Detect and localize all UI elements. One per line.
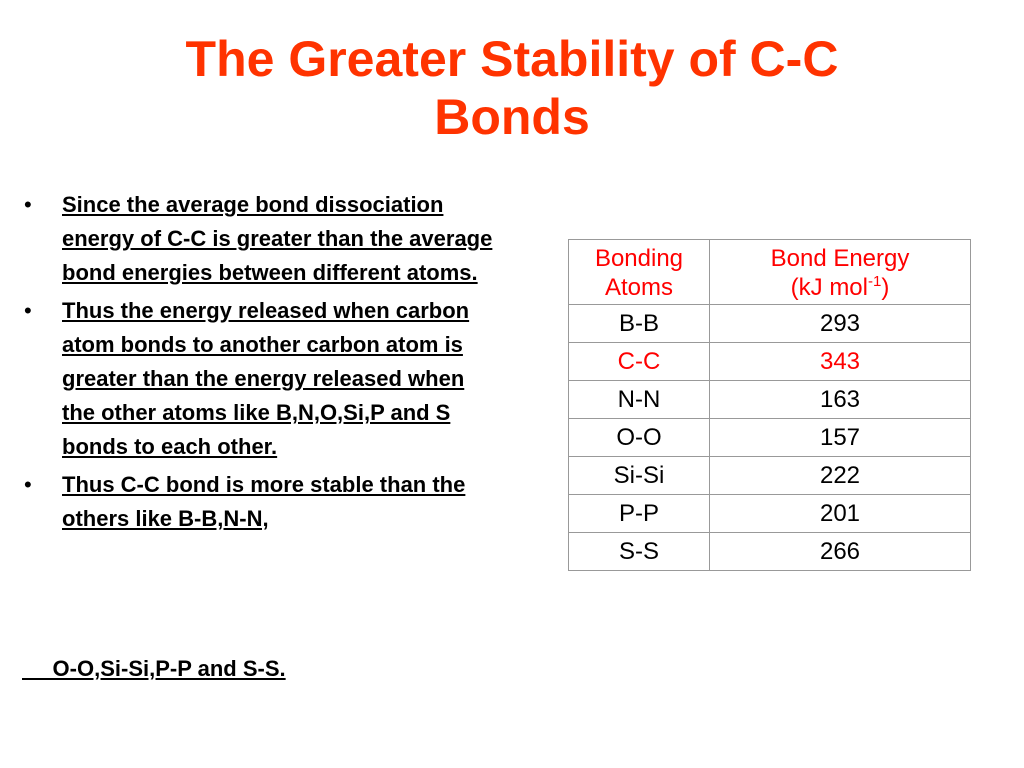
- cell-bonding-atoms: N-N: [569, 381, 710, 419]
- table-row: [569, 419, 971, 457]
- bullet-dot-icon: •: [24, 192, 32, 217]
- cell-bond-energy: 201: [710, 495, 971, 533]
- cell-bonding-atoms: P-P: [569, 495, 710, 533]
- cell-bonding-atoms: S-S: [569, 533, 710, 571]
- column-header-bonding-atoms: [569, 240, 710, 305]
- cell-bond-energy: 343: [710, 343, 971, 381]
- cell-bonding-atoms: Si-Si: [569, 457, 710, 495]
- header-unit-suffix: ): [881, 274, 890, 301]
- cell-bonding-atoms: C-C: [569, 343, 710, 381]
- table-row: [569, 533, 971, 571]
- bullet-dot-icon: •: [24, 298, 32, 323]
- cell-bonding-atoms: O-O: [569, 419, 710, 457]
- cell-bond-energy: 293: [710, 305, 971, 343]
- table-row: [569, 305, 971, 343]
- bullet-text: Thus the energy released when carbon atom bonds to another carbon atom is greater than the energy released when the other atoms like B,N,O,Si,P and S bonds to each other.: [62, 298, 470, 459]
- table-header-row: [569, 240, 971, 305]
- header-unit-prefix: (kJ mol: [790, 274, 868, 301]
- slide-title: [0, 30, 1024, 146]
- header-text: Bonding: [594, 245, 684, 272]
- bullet-dot-icon: •: [24, 472, 32, 497]
- table-row-highlighted: [569, 343, 971, 381]
- cell-bond-energy: 157: [710, 419, 971, 457]
- header-unit: [712, 273, 968, 302]
- header-text: Bond Energy: [770, 245, 910, 272]
- bullet-text: Since the average bond dissociation energy of C-C is greater than the average bond energies between different atoms.: [62, 192, 493, 285]
- bullet-list: [22, 188, 502, 536]
- cell-bond-energy: 266: [710, 533, 971, 571]
- bullet-item: [22, 468, 502, 536]
- column-header-bond-energy: [710, 240, 971, 305]
- cell-bonding-atoms: B-B: [569, 305, 710, 343]
- table-row: [569, 495, 971, 533]
- cell-bond-energy: 163: [710, 381, 971, 419]
- bullet-item: [22, 188, 502, 290]
- bond-energy-table: [568, 239, 971, 571]
- header-text: Atoms: [604, 274, 673, 301]
- bullet-item: [22, 294, 502, 464]
- table-row: [569, 457, 971, 495]
- slide-title-line-2: Bonds: [434, 89, 590, 145]
- table-row: [569, 381, 971, 419]
- slide-title-line-1: The Greater Stability of C-C: [185, 31, 839, 87]
- cell-bond-energy: 222: [710, 457, 971, 495]
- bullet-continuation-text: O-O,Si-Si,P-P and S-S.: [22, 656, 286, 681]
- header-unit-superscript: -1: [868, 273, 882, 290]
- bullet-text: Thus C-C bond is more stable than the others like B-B,N-N,: [62, 472, 466, 531]
